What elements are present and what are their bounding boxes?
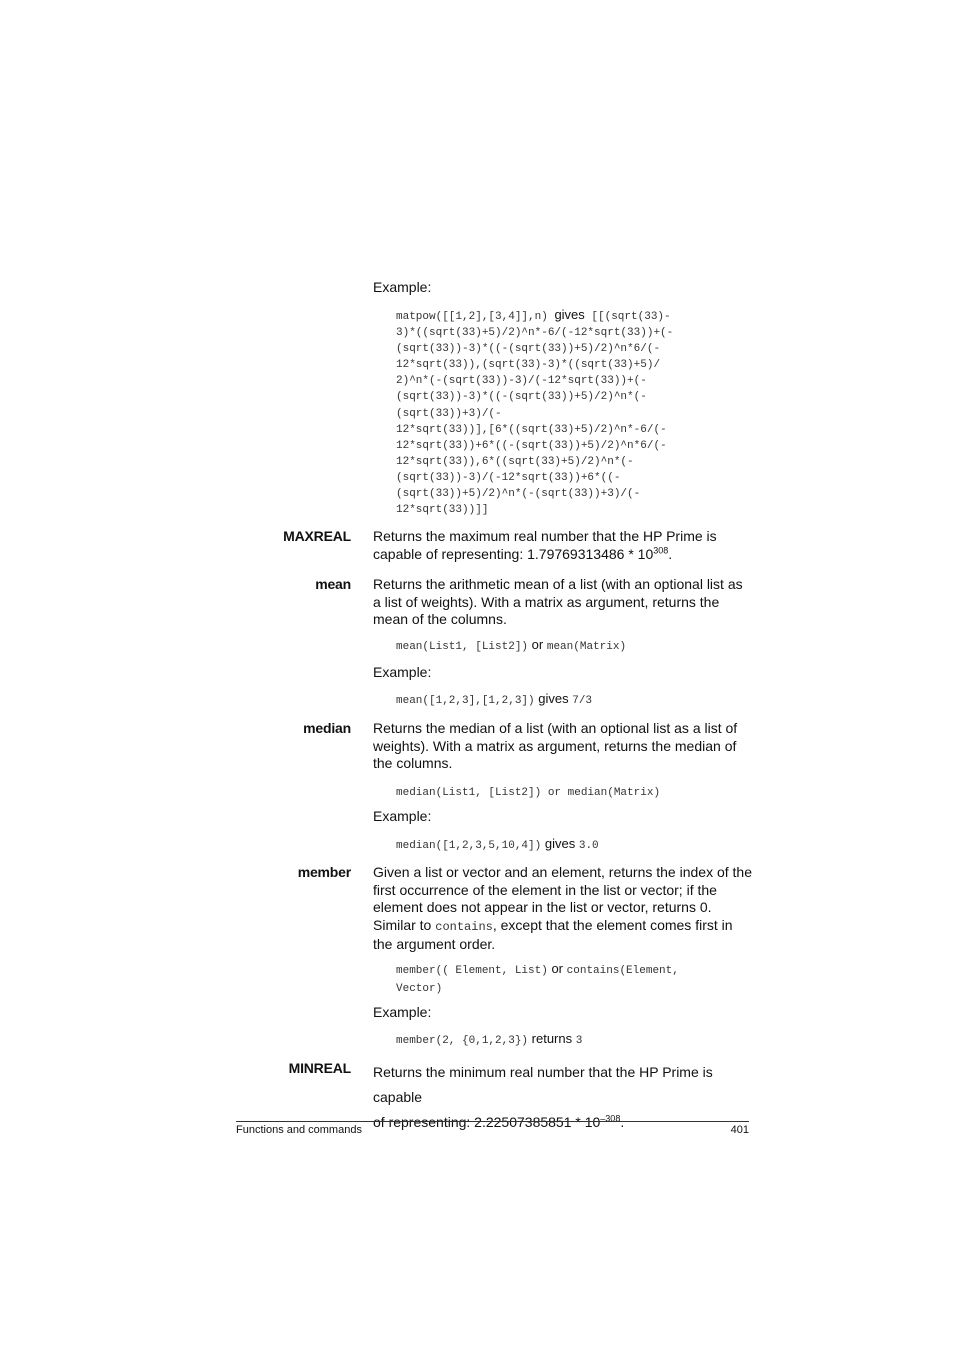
median-example-label: Example: (373, 808, 432, 824)
member-example-label: Example: (373, 1004, 432, 1020)
matpow-code-line: 2)^n*(-(sqrt(33))-3)/(-12*sqrt(33))+(- (396, 375, 647, 388)
matpow-code-line: 12*sqrt(33))],[6*((sqrt(33)+5)/2)^n*-6/(- (396, 423, 667, 436)
matpow-example-label: Example: (373, 279, 432, 295)
median-example: median([1,2,3,5,10,4]) gives 3.0 (396, 836, 599, 852)
mean-description: Returns the arithmetic mean of a list (with an optional list as a list of weights). With a matrix as argument, returns the mean of the columns. (373, 576, 743, 627)
maxreal-exponent: 308 (653, 544, 669, 555)
member-syntax: member(( Element, List) or contains(Element, Vector) (396, 961, 679, 995)
term-maxreal: MAXREAL (283, 528, 351, 544)
member-example: member(2, {0,1,2,3}) returns 3 (396, 1031, 583, 1047)
matpow-code-line: 12*sqrt(33))]] (396, 504, 489, 517)
median-description: Returns the median of a list (with an optional list as a list of weights). With a matrix as argument, returns the median of the columns. (373, 720, 738, 771)
matpow-code-line: (sqrt(33))-3)*((-(sqrt(33))+5)/2)^n*(- (396, 391, 647, 404)
contains-inline-code: contains (435, 919, 493, 934)
matpow-code-line: 12*sqrt(33)),(sqrt(33)-3)*((sqrt(33)+5)/ (396, 359, 661, 372)
term-median: median (303, 720, 351, 736)
footer-section-title: Functions and commands (236, 1124, 362, 1136)
member-description: Given a list or vector and an element, returns the index of the first occurrence of the element in the list or vector; if the element does not appear in the list or vector, returns 0. Similar to contains, except that the element comes first in the argument order. (373, 864, 752, 952)
matpow-code-line: (sqrt(33))-3)*((-(sqrt(33))+5)/2)^n*6/(- (396, 343, 661, 356)
footer-rule (236, 1121, 749, 1122)
minreal-description: Returns the minimum real number that the HP Prime is capable of representing: $2.22507385851 * 10^{-308}$. (373, 1064, 713, 1130)
gives-word: gives (554, 307, 585, 322)
minreal-exponent: –308 (600, 1113, 621, 1124)
mean-example: mean([1,2,3],[1,2,3]) gives 7/3 (396, 691, 593, 707)
matpow-code-line: (sqrt(33))+3)/(- (396, 407, 502, 420)
matpow-code-line: (sqrt(33))-3)/(-12*sqrt(33))+6*((- (396, 471, 621, 484)
mean-syntax: mean(List1, [List2]) or mean(Matrix) (396, 637, 627, 653)
matpow-code-line: 3)*((sqrt(33)+5)/2)^n*-6/(-12*sqrt(33))+(- (396, 327, 674, 340)
matpow-code-block (396, 307, 746, 518)
matpow-code-line: 12*sqrt(33)),6*((sqrt(33)+5)/2)^n*(- (396, 455, 634, 468)
maxreal-description: Returns the maximum real number that the HP Prime is capable of representing: $1.79769313486 * 10^{308}$. (373, 528, 717, 562)
term-minreal: MINREAL (288, 1060, 351, 1076)
matpow-code-line: (sqrt(33))+5)/2)^n*(-(sqrt(33))+3)/(- (396, 488, 641, 501)
mean-example-label: Example: (373, 664, 432, 680)
term-mean: mean (315, 576, 351, 592)
page-number: 401 (730, 1124, 749, 1136)
matpow-code-line: matpow([[1,2],[3,4]],n) (396, 311, 548, 323)
term-member: member (297, 864, 351, 880)
matpow-result-start: [[(sqrt(33)- (591, 311, 671, 323)
median-syntax: median(List1, [List2]) or median(Matrix) (396, 787, 661, 799)
matpow-code-line: 12*sqrt(33))+6*((-(sqrt(33))+5)/2)^n*6/(- (396, 439, 667, 452)
